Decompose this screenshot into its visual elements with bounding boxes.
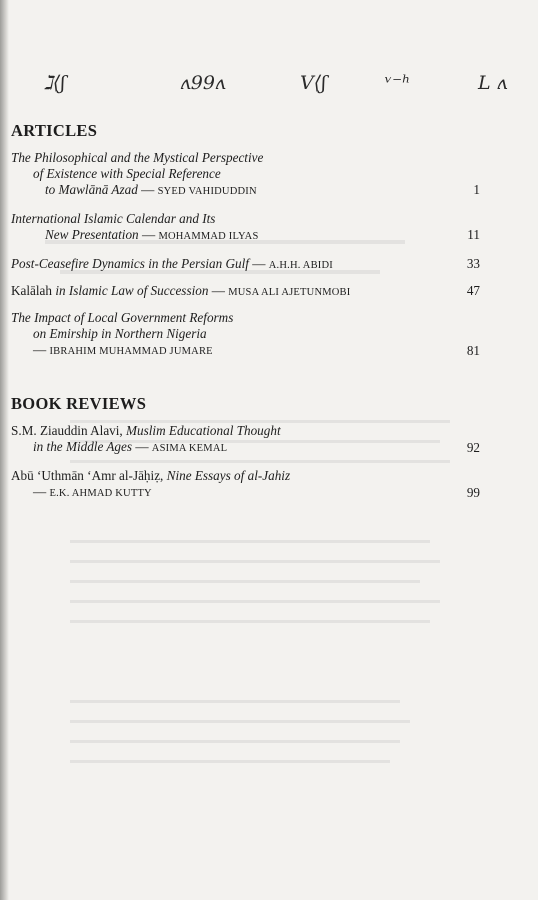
entry-title: Muslim Educational Thought — [126, 423, 281, 438]
entry-title: in the Middle Ages — [33, 439, 133, 454]
handwritten-note: V⟨ʃ — [300, 72, 327, 94]
entry-author: IBRAHIM MUHAMMAD JUMARE — [49, 346, 213, 357]
entry-title: New Presentation — [45, 227, 139, 242]
entry-page-number[interactable]: 81 — [466, 343, 480, 358]
dash: — — [135, 439, 149, 454]
entry-author: MUSA ALI AJETUNMOBI — [228, 287, 351, 298]
handwritten-annotations — [0, 72, 538, 112]
entry-page-number[interactable]: 47 — [466, 283, 480, 298]
handwritten-note: ℷ⟨ʃ — [44, 72, 66, 94]
entry-page-number[interactable]: 33 — [466, 256, 480, 271]
dash: — — [33, 342, 47, 357]
entry-page-number[interactable]: 92 — [466, 440, 480, 455]
entry-title: International Islamic Calendar and Its — [11, 211, 216, 226]
entry-author: A.H.H. ABIDI — [268, 260, 333, 271]
entry-title-term: Kalālah — [11, 283, 53, 298]
toc-entry[interactable] — [11, 283, 481, 301]
handwritten-note: ᵛ⁻ʰ — [385, 72, 411, 94]
entry-page-number[interactable]: 11 — [467, 227, 480, 242]
section-heading-articles: ARTICLES — [11, 121, 98, 140]
dash: — — [252, 256, 266, 271]
entry-author: E.K. AHMAD KUTTY — [49, 488, 152, 499]
entry-title: Post-Ceasefire Dynamics in the Persian Gulf — [11, 256, 249, 271]
toc-entry[interactable] — [11, 256, 481, 274]
entry-reviewed-author: S.M. Ziauddin Alavi, — [11, 423, 123, 438]
section-heading-book-reviews: BOOK REVIEWS — [11, 394, 147, 413]
toc-entry[interactable] — [11, 423, 481, 457]
entry-title: The Philosophical and the Mystical Perspective — [11, 150, 264, 165]
dash: — — [211, 283, 225, 298]
entry-title: Nine Essays of al-Jahiz — [166, 468, 291, 483]
entry-page-number[interactable]: 1 — [473, 182, 480, 197]
entry-author: MOHAMMAD ILYAS — [158, 231, 259, 242]
toc-entry[interactable] — [11, 211, 481, 245]
dash: — — [141, 182, 155, 197]
toc-entry[interactable] — [11, 150, 481, 200]
entry-title: in Islamic Law of Succession — [55, 283, 209, 298]
handwritten-note: ʌ99ʌ — [180, 72, 226, 94]
entry-title: of Existence with Special Reference — [33, 166, 221, 181]
entry-title: The Impact of Local Government Reforms — [11, 310, 234, 325]
entry-author: SYED VAHIDUDDIN — [157, 186, 257, 197]
entry-page-number[interactable]: 99 — [466, 485, 480, 500]
dash: — — [141, 227, 156, 242]
entry-title: to Mawlānā Azad — [45, 182, 138, 197]
entry-author: ASIMA KEMAL — [151, 443, 228, 454]
dash: — — [33, 484, 47, 499]
toc-entry[interactable] — [11, 468, 481, 502]
entry-reviewed-author: Abū ‘Uthmān ‘Amr al-Jāḥiẓ, — [11, 468, 164, 483]
entry-title: on Emirship in Northern Nigeria — [33, 326, 207, 341]
handwritten-note: L ʌ — [478, 72, 508, 94]
toc-entry[interactable] — [11, 310, 481, 360]
